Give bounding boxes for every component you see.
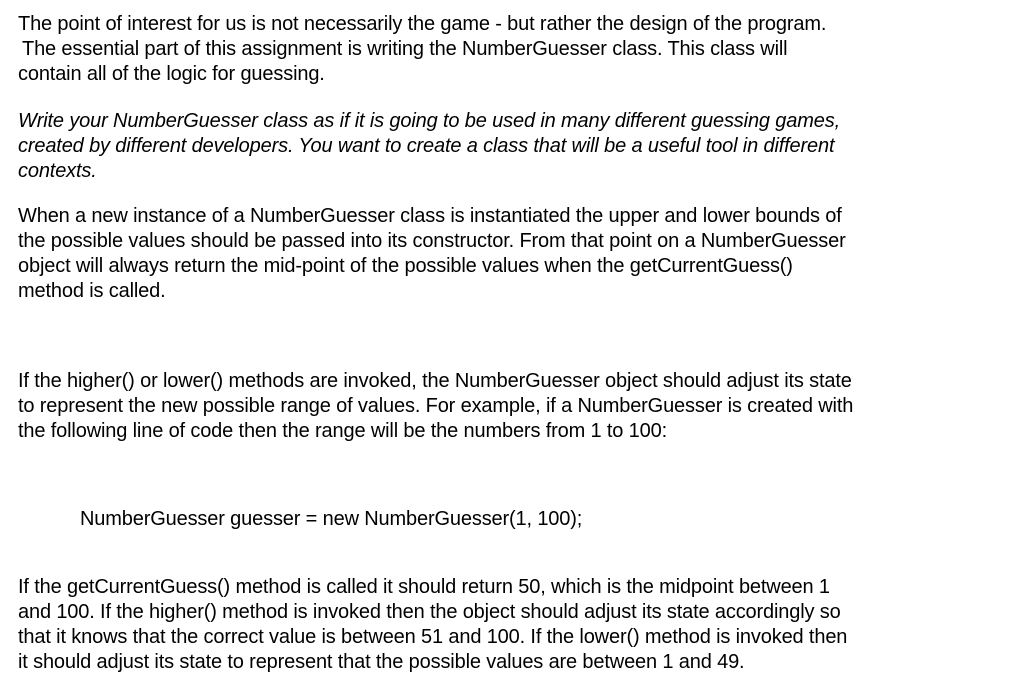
text-line: created by different developers. You want to create a class that will be a useful tool in different (18, 135, 835, 157)
text-line: The essential part of this assignment is writing the NumberGuesser class. This class will (22, 38, 788, 60)
paragraph-constructor (18, 204, 846, 304)
text-line: the following line of code then the range will be the numbers from 1 to 100: (18, 420, 668, 442)
text-line: When a new instance of a NumberGuesser class is instantiated the upper and lower bounds of (18, 205, 842, 227)
text-line: If the higher() or lower() methods are invoked, the NumberGuesser object should adjust its state (18, 370, 852, 392)
paragraph-example-behavior (18, 575, 847, 675)
text-line: to represent the new possible range of values. For example, if a NumberGuesser is created with (18, 395, 854, 417)
paragraph-intro (18, 12, 826, 87)
code-line: NumberGuesser guesser = new NumberGuesser(1, 100); (80, 508, 583, 530)
text-line: method is called. (18, 280, 166, 302)
text-line: If the getCurrentGuess() method is called it should return 50, which is the midpoint between 1 (18, 576, 830, 598)
text-line: Write your NumberGuesser class as if it is going to be used in many different guessing games, (18, 110, 840, 132)
text-line: the possible values should be passed into its constructor. From that point on a NumberGuesser (18, 230, 846, 252)
text-line: that it knows that the correct value is between 51 and 100. If the lower() method is invoked then (18, 626, 848, 648)
code-example (80, 507, 582, 532)
text-line: contexts. (18, 160, 97, 182)
text-line: and 100. If the higher() method is invoked then the object should adjust its state accordingly so (18, 601, 841, 623)
text-line: it should adjust its state to represent that the possible values are between 1 and 49. (18, 651, 745, 673)
text-line: object will always return the mid-point of the possible values when the getCurrentGuess() (18, 255, 793, 277)
text-line: The point of interest for us is not necessarily the game - but rather the design of the program. (18, 13, 827, 35)
paragraph-higher-lower (18, 369, 853, 444)
paragraph-design-note (18, 109, 840, 184)
text-line: contain all of the logic for guessing. (18, 63, 325, 85)
